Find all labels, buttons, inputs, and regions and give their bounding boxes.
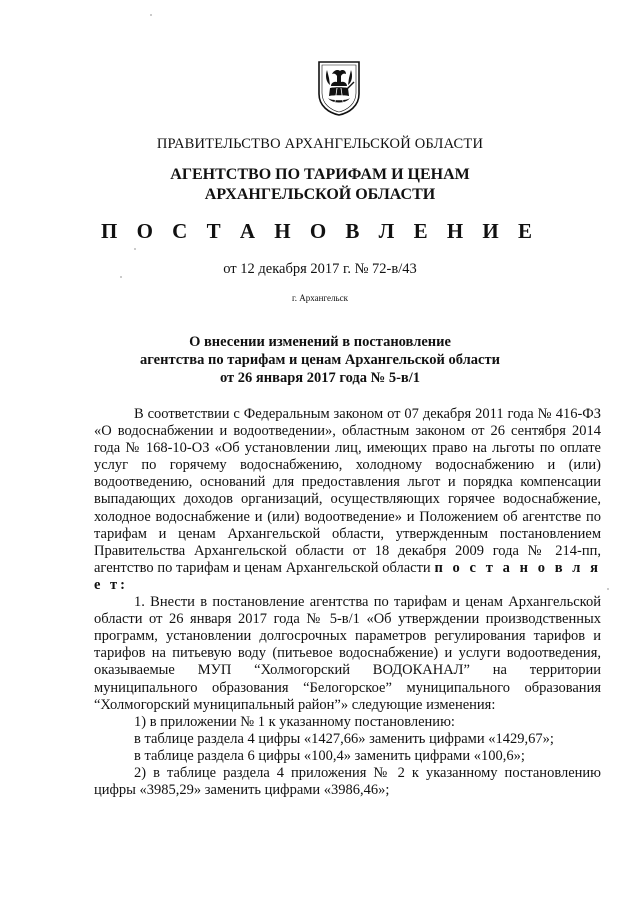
document-type: П О С Т А Н О В Л Е Н И Е [100, 219, 539, 243]
subject-line1: О внесении изменений в постановление [189, 334, 451, 350]
agency-name-line2: АРХАНГЕЛЬСКОЙ ОБЛАСТИ [204, 186, 436, 203]
document-body [94, 406, 601, 799]
decrees-word: п о с т а н о в л я е т: [94, 559, 602, 593]
coat-of-arms-icon [316, 60, 362, 116]
agency-name [0, 165, 640, 205]
agency-name-line1: АГЕНТСТВО ПО ТАРИФАМ И ЦЕНАМ [170, 166, 470, 183]
document-subject [0, 333, 640, 387]
government-name: ПРАВИТЕЛЬСТВО АРХАНГЕЛЬСКОЙ ОБЛАСТИ [156, 136, 484, 152]
document-city: г. Архангельск [292, 293, 348, 303]
subitem-1a: в таблице раздела 4 цифры «1427,66» заменить цифрами «1429,67»; [134, 730, 554, 747]
preamble-paragraph [94, 406, 601, 594]
preamble-text: В соответствии с Федеральным законом от 07 декабря 2011 года № 416-ФЗ «О водоснабжении и водоотведении», областным законом от 26 сентября 2014 года № 168-10-ОЗ «Об установлении лиц, имеющих право на льготы по оплате услуг по горячему водоснабжению, холодному водоснабжению и (или) водоотведению, оснований для предоставления льгот и порядка компенсации выпадающих доходов организаций, осуществляющих горячее водоснабжение, холодное водоснабжение и (или) водоотведение» и Положением об агентстве по тарифам и ценам Архангельской области, утвержденным постановлением Правительства Архангельской области от 18 декабря 2009 года № 214-пп, агентство по тарифам и ценам Архангельской области [94, 406, 601, 576]
subitem-1: 1) в приложении № 1 к указанному постановлению: [134, 713, 455, 730]
scan-speck [134, 248, 136, 250]
document-date-number: от 12 декабря 2017 г. № 72-в/43 [223, 261, 417, 277]
subject-line2: агентства по тарифам и ценам Архангельской области [140, 352, 500, 368]
subitem-2: 2) в таблице раздела 4 приложения № 2 к указанному постановлению цифры «3985,29» заменить цифрами «3986,46»; [94, 764, 601, 799]
item-1-paragraph: 1. Внести в постановление агентства по тарифам и ценам Архангельской области от 26 января 2017 года № 5-в/1 «Об утверждении производственных программ, установлении долгосрочных параметров регулирования тарифов и тарифов на питьевую воду (питьевое водоснабжение) и услуги водоотведения, оказываемые МУП “Холмогорский ВОДОКАНАЛ” на территории муниципального образования “Белогорское” муниципального образования “Холмогорский муниципальный район”» следующие изменения: [94, 594, 601, 713]
scan-speck [607, 588, 609, 590]
scan-speck [150, 14, 152, 16]
subitem-1b: в таблице раздела 6 цифры «100,4» заменить цифрами «100,6»; [134, 747, 525, 764]
subject-line3: от 26 января 2017 года № 5-в/1 [219, 370, 421, 386]
